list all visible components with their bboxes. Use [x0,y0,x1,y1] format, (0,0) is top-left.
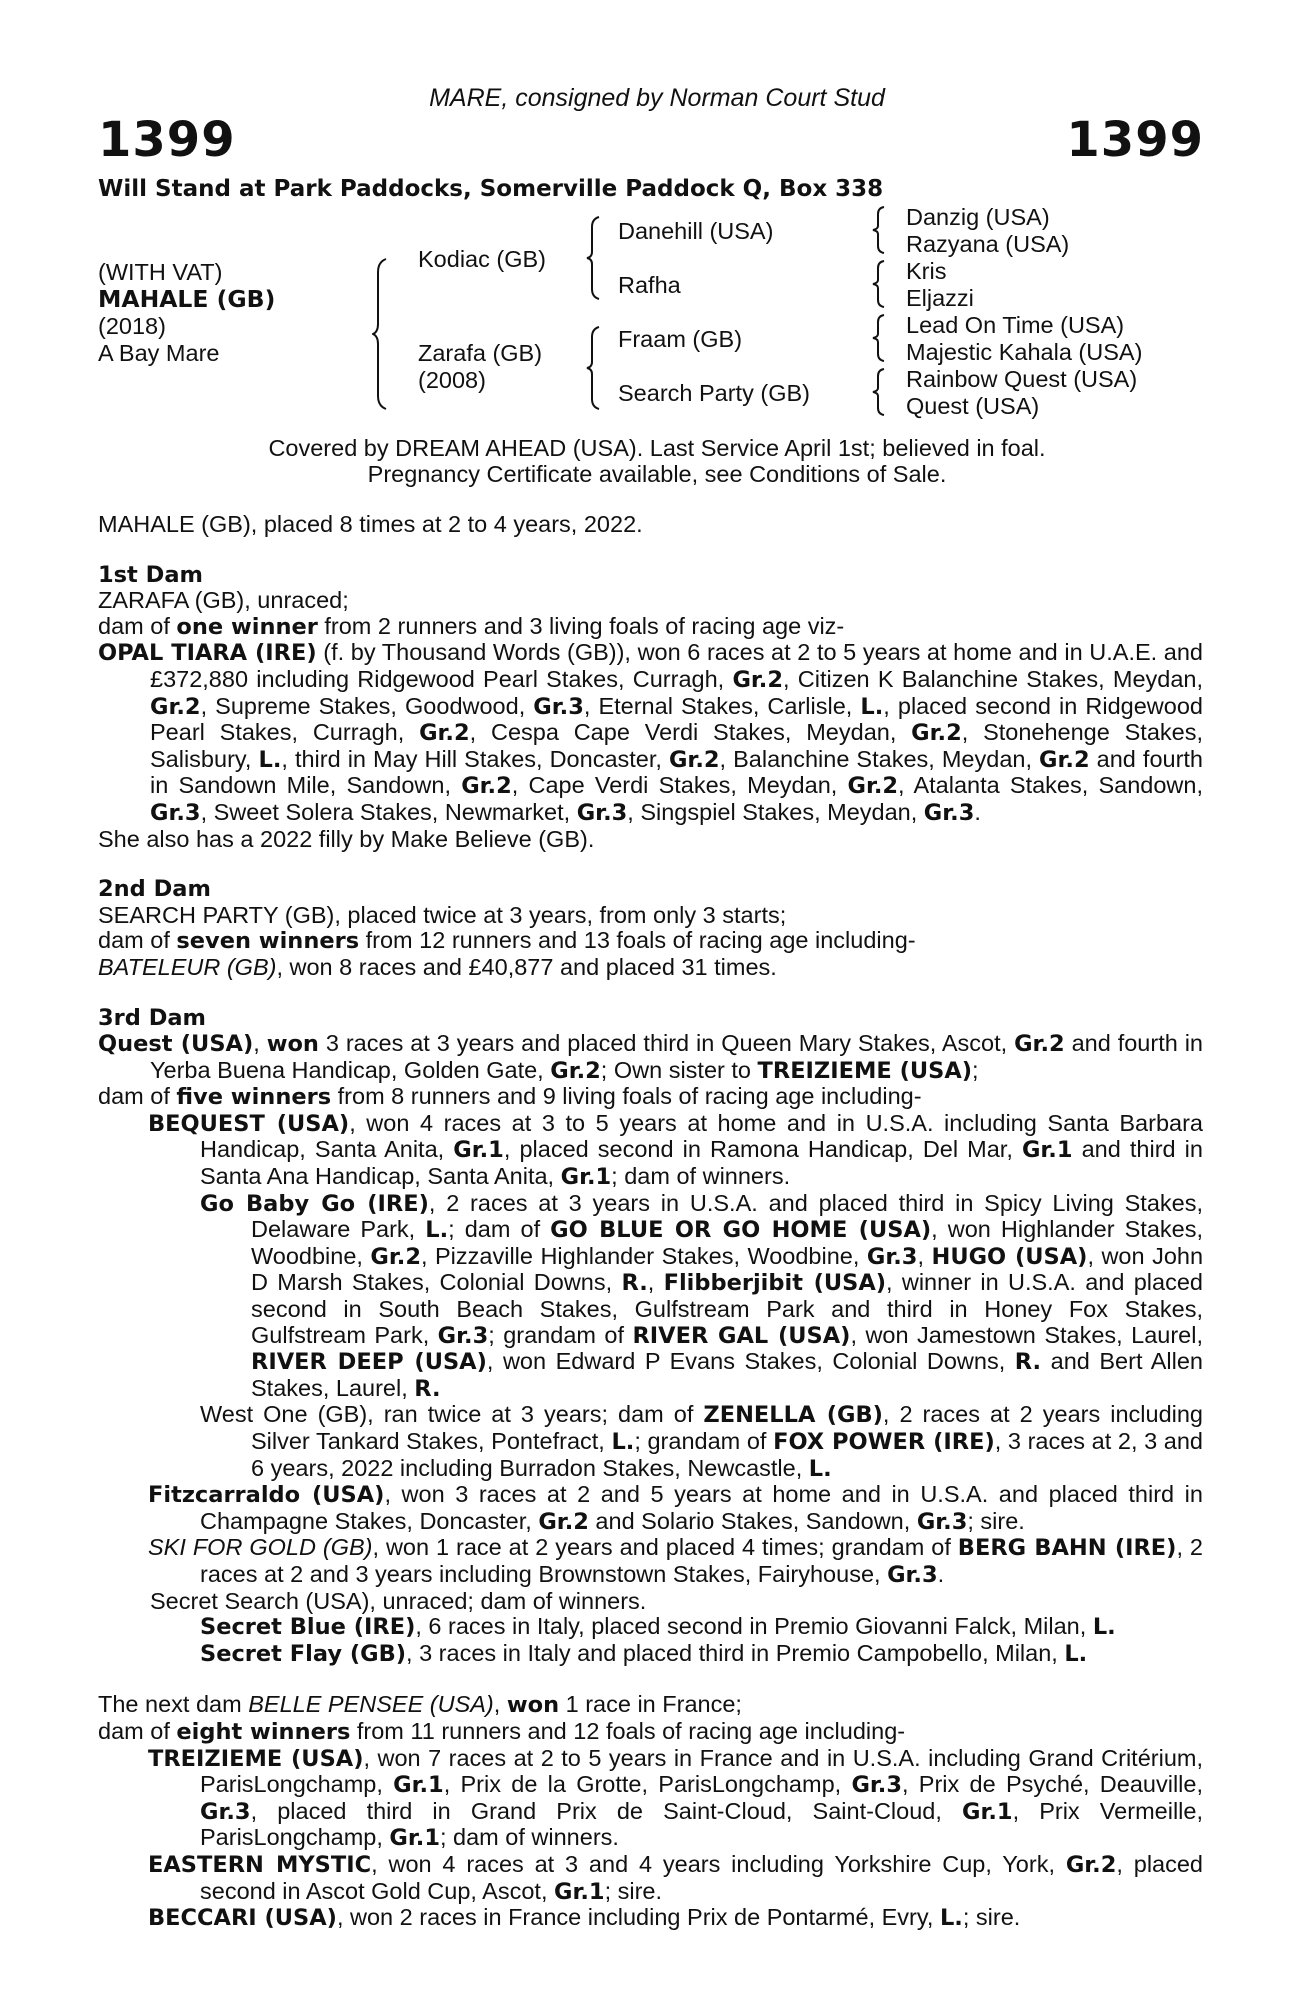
lot-number-right: 1399 [1066,112,1204,168]
dam: Zarafa (GB) [418,340,543,366]
first-dam-heading: 1st Dam [98,561,203,588]
pedigree-g8: Quest (USA) [906,393,1040,419]
pedigree-g3: Kris [906,258,947,284]
fitzcarraldo-entry: Fitzcarraldo (USA), won 3 races at 2 and 5 years at home and in U.S.A. and placed third in Champagne Stakes, Doncaster, Gr.2 and Solario Stakes, Sandown, Gr.3; sire. [148,1481,1203,1535]
consignor-line: MARE, consigned by Norman Court Stud [429,84,885,112]
next-dam-line: The next dam BELLE PENSEE (USA), won 1 race in France; [98,1691,742,1719]
beccari-entry: BECCARI (USA), won 2 races in France including Prix de Pontarmé, Evry, L.; sire. [148,1904,1021,1932]
dam-year: (2008) [418,367,486,393]
first-dam-produce: dam of one winner from 2 runners and 3 living foals of racing age viz- [98,612,845,640]
pedigree-brace-g3 [872,314,888,362]
vat-note: (WITH VAT) [98,259,223,285]
bateleur-entry: BATELEUR (GB), won 8 races and £40,877 and placed 31 times. [98,953,777,980]
second-dam-line: SEARCH PARTY (GB), placed twice at 3 years, from only 3 starts; [98,901,787,928]
sire-sire: Danehill (USA) [618,218,774,244]
pedigree-brace-g2 [872,260,888,308]
bequest-entry: BEQUEST (USA), won 4 races at 3 to 5 years at home and in U.S.A. including Santa Barbara Handicap, Santa Anita, Gr.1, placed second in Ramona Handicap, Del Mar, Gr.1 and third in Santa Ana Handicap, Santa Anita, Gr.1; dam of winners. [148,1109,1203,1191]
pedigree-g4: Eljazzi [906,285,974,311]
opal-tiara-entry: OPAL TIARA (IRE) (f. by Thousand Words (GB)), won 6 races at 2 to 5 years at home and in U.A.E. and £372,880 including Ridgewood Pearl Stakes, Curragh, Gr.2, Citizen K Balanchine Stakes, Meydan, Gr.2, Supreme Stakes, Goodwood, Gr.3, Eternal Stakes, Carlisle, L., placed second in Ridgewood Pearl Stakes, Curragh, Gr.2, Cespa Cape Verdi Stakes, Meydan, Gr.2, Stonehenge Stakes, Salisbury, L., third in May Hill Stakes, Doncaster, Gr.2, Balanchine Stakes, Meydan, Gr.2 and fourth in Sandown Mile, Sandown, Gr.2, Cape Verdi Stakes, Meydan, Gr.2, Atalanta Stakes, Sandown, Gr.3, Sweet Solera Stakes, Newmarket, Gr.3, Singspiel Stakes, Meydan, Gr.3. [98,639,1204,826]
pedigree-brace-main [372,258,392,410]
dam-dam: Search Party (GB) [618,380,810,406]
ski-for-gold-entry: SKI FOR GOLD (GB), won 1 race at 2 years and placed 4 times; grandam of BERG BAHN (IRE), 2 races at 2 and 3 years including Brownstown Stakes, Fairyhouse, Gr.3. [148,1534,1203,1588]
eastern-mystic-entry: EASTERN MYSTIC, won 4 races at 3 and 4 years including Yorkshire Cup, York, Gr.2, placed second in Ascot Gold Cup, Ascot, Gr.1; sire. [148,1850,1203,1905]
dam-sire: Fraam (GB) [618,326,743,352]
summary-line: MAHALE (GB), placed 8 times at 2 to 4 years, 2022. [98,511,643,537]
lot-number-left: 1399 [98,112,236,168]
pedigree-g7: Rainbow Quest (USA) [906,366,1138,392]
covering-line-2: Pregnancy Certificate available, see Conditions of Sale. [367,461,947,487]
second-dam-heading: 2nd Dam [98,876,211,903]
horse-description: A Bay Mare [98,340,220,366]
next-dam-produce: dam of eight winners from 11 runners and 12 foals of racing age including- [98,1717,906,1745]
pedigree-g6: Majestic Kahala (USA) [906,339,1143,365]
second-dam-produce: dam of seven winners from 12 runners and 13 foals of racing age including- [98,927,916,955]
catalogue-body [98,512,1203,1932]
first-dam-filly: She also has a 2022 filly by Make Believe (GB). [98,825,595,852]
horse-year: (2018) [98,313,166,339]
horse-name: MAHALE (GB) [98,285,276,313]
secret-blue-entry: Secret Blue (IRE), 6 races in Italy, placed second in Premio Giovanni Falck, Milan, L. [200,1613,1116,1641]
sire-dam: Rafha [618,272,681,298]
pedigree-brace-g1 [872,206,888,254]
first-dam-line: ZARAFA (GB), unraced; [98,587,349,614]
pedigree-g2: Razyana (USA) [906,231,1070,257]
pedigree-g5: Lead On Time (USA) [906,312,1125,338]
pedigree-g1: Danzig (USA) [906,204,1050,230]
pedigree-brace-sire [586,216,604,300]
west-one-entry: West One (GB), ran twice at 3 years; dam of ZENELLA (GB), 2 races at 2 years including Silver Tankard Stakes, Pontefract, L.; grandam of FOX POWER (IRE), 3 races at 2, 3 and 6 years, 2022 including Burradon Stakes, Newcastle, L. [200,1401,1203,1482]
third-dam-produce: dam of five winners from 8 runners and 9 living foals of racing age including- [98,1083,922,1111]
third-dam-heading: 3rd Dam [98,1004,206,1031]
go-baby-go-entry: Go Baby Go (IRE), 2 races at 3 years in U.S.A. and placed third in Spicy Living Stakes, Delaware Park, L.; dam of GO BLUE OR GO HOME (USA), won Highlander Stakes, Woodbine, Gr.2, Pizzaville Highlander Stakes, Woodbine, Gr.3, HUGO (USA), won John D Marsh Stakes, Colonial Downs, R., Flibberjibit (USA), winner in U.S.A. and placed second in South Beach Stakes, Gulfstream Park and third in Honey Fox Stakes, Gulfstream Park, Gr.3; grandam of RIVER GAL (USA), won Jamestown Stakes, Laurel, RIVER DEEP (USA), won Edward P Evans Stakes, Colonial Downs, R. and Bert Allen Stakes, Laurel, R. [200,1189,1204,1402]
covering-line-1: Covered by DREAM AHEAD (USA). Last Service April 1st; believed in foal. [268,435,1046,461]
pedigree-brace-dam [586,326,604,410]
treizieme-entry: TREIZIEME (USA), won 7 races at 2 to 5 years in France and in U.S.A. including Grand Critérium, ParisLongchamp, Gr.1, Prix de la Grotte, ParisLongchamp, Gr.3, Prix de Psyché, Deauville, Gr.3, placed third in Grand Prix de Saint-Cloud, Saint-Cloud, Gr.1, Prix Vermeille, ParisLongchamp, Gr.1; dam of winners. [148,1744,1203,1852]
pedigree-brace-g4 [872,368,888,416]
secret-search-entry: Secret Search (USA), unraced; dam of winners. [150,1587,647,1614]
quest-entry: Quest (USA), won 3 races at 3 years and placed third in Queen Mary Stakes, Ascot, Gr.2 and fourth in Yerba Buena Handicap, Golden Gate, Gr.2; Own sister to TREIZIEME (USA); [98,1030,1203,1084]
secret-flay-entry: Secret Flay (GB), 3 races in Italy and placed third in Premio Campobello, Milan, L. [200,1639,1088,1667]
sire: Kodiac (GB) [418,246,546,272]
stand-location: Will Stand at Park Paddocks, Somerville Paddock Q, Box 338 [98,176,884,202]
